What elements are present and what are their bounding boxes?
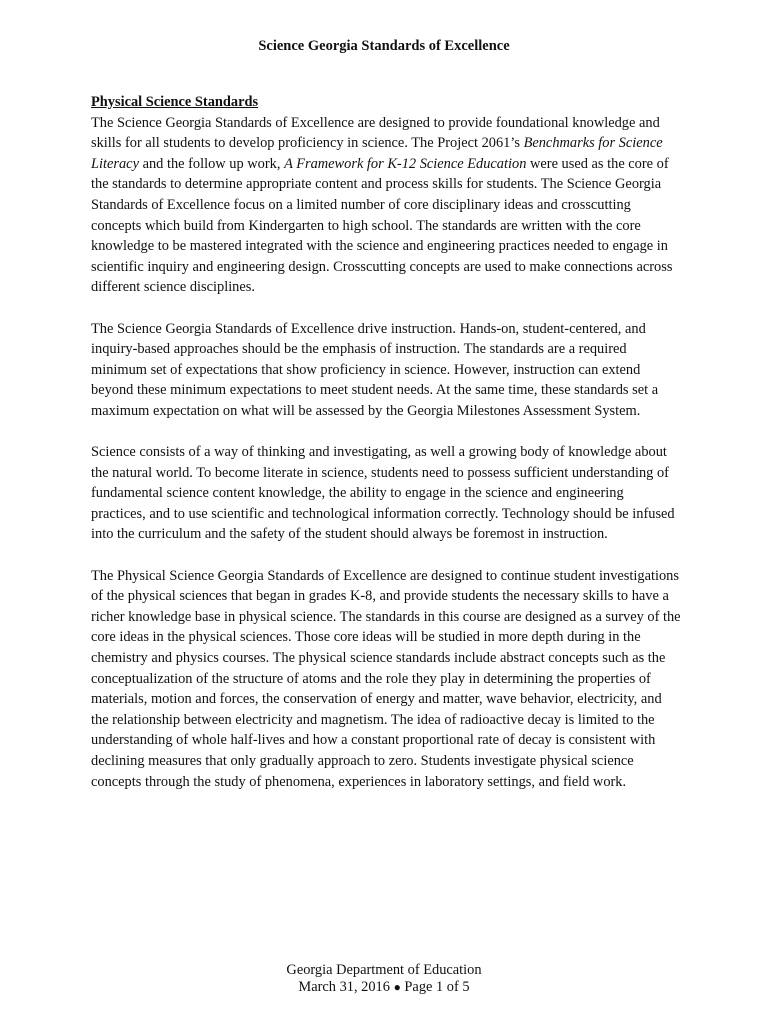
paragraph-intro-text-c: and the follow up work,: [138, 155, 285, 172]
section-heading: Physical Science Standards: [91, 94, 259, 110]
page-footer: [0, 962, 768, 996]
paragraph-intro-text-a: The Science Georgia Standards of Excellence are designed to provide foundational knowledge and skills for all students to develop proficiency in science. The Project 2061’s: [91, 114, 660, 152]
benchmarks-title: Benchmarks for Science Literacy: [91, 135, 663, 172]
document-body: [91, 92, 681, 813]
paragraph-physical-science: The Physical Science Georgia Standards of Excellence are designed to continue student investigations of the physical sciences that began in grades K-8, and provide students the necessary skills to have a richer knowledge base in physical science. The standards in this course are designed as a survey of the core ideas in the physical sciences. Those core ideas will be studied in more depth during in the chemistry and physics courses. The physical science standards include abstract concepts such as the conceptualization of the structure of atoms and the role they play in determining the properties of materials, motion and forces, the conservation of energy and matter, wave behavior, electricity, and the relationship between electricity and magnetism. The idea of radioactive decay is limited to the understanding of whole half-lives and how a constant proportional rate of decay is consistent with declining measures that only gradually approach to zero. Students investigate physical science concepts through the study of phenomena, experiences in laboratory settings, and field work.: [91, 567, 681, 790]
bullet-icon: ●: [393, 980, 401, 994]
paragraph-science-literacy: Science consists of a way of thinking and investigating, as well a growing body of knowledge about the natural world. To become literate in science, students need to possess sufficient understanding of fundamental science content knowledge, the ability to engage in the science and engineering practices, and to use scientific and technological information correctly. Technology should be infused into the curriculum and the safety of the student should always be foremost in instruction.: [91, 444, 675, 543]
footer-page-number: Page 1 of 5: [404, 979, 470, 995]
footer-department: Georgia Department of Education: [286, 962, 482, 978]
footer-date: March 31, 2016: [298, 979, 390, 995]
page-title: Science Georgia Standards of Excellence: [258, 38, 510, 54]
paragraph-intro: [91, 113, 681, 298]
footer-date-line: [0, 979, 768, 996]
paragraph-intro-text-e: were used as the core of the standards to determine appropriate content and process skills for students. The Science Georgia Standards of Excellence focus on a limited number of core disciplinary ideas and crosscutting concepts which build from Kindergarten to high school. The standards are written with the core knowledge to be mastered integrated with the science and engineering practices needed to engage in scientific inquiry and engineering design. Crosscutting concepts are used to make connections across different science disciplines.: [91, 155, 673, 296]
paragraph-instruction: The Science Georgia Standards of Excellence drive instruction. Hands-on, student-centered, and inquiry-based approaches should be the emphasis of instruction. The standards are a required minimum set of expectations that show proficiency in science. However, instruction can extend beyond these minimum expectations to meet student needs. At the same time, these standards set a maximum expectation on what will be assessed by the Georgia Milestones Assessment System.: [91, 320, 659, 419]
framework-title: A Framework for K-12 Science Education: [284, 155, 527, 172]
